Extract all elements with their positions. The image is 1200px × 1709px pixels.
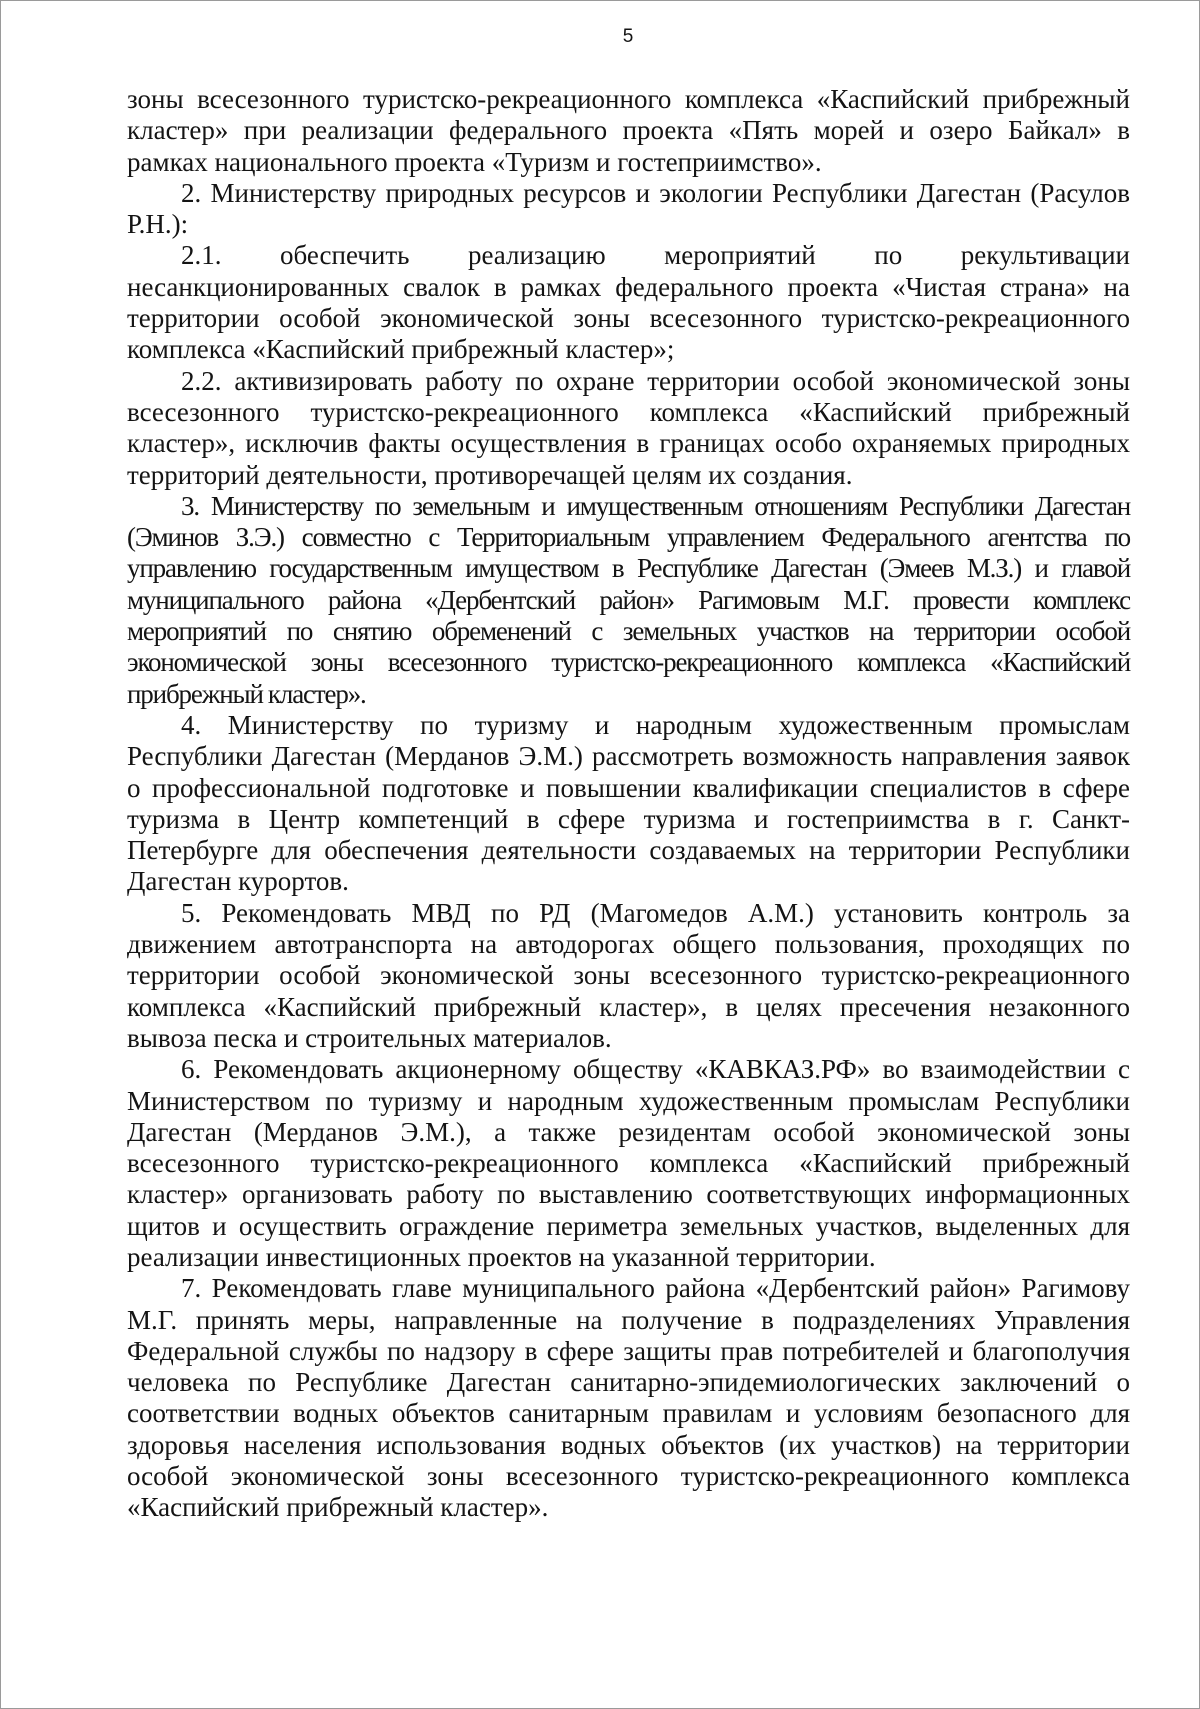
paragraph-item-5: 5. Рекомендовать МВД по РД (Магомедов А.М.) установить контроль за движением автотранспорта на автодорогах общего пользования, проходящих по территории особой экономической зоны всесезонного туристско-рекреационного комплекса «Каспийский прибрежный кластер», в целях пресечения незаконного вывоза песка и строительных материалов. bbox=[127, 897, 1130, 1053]
paragraph-item-7: 7. Рекомендовать главе муниципального района «Дербентский район» Рагимову М.Г. принять меры, направленные на получение в подразделениях Управления Федеральной службы по надзору в сфере защиты прав потребителей и благополучия человека по Республике Дагестан санитарно-эпидемиологических заключений о соответствии водных объектов санитарным правилам и условиям безопасного для здоровья населения использования водных объектов (их участков) на территории особой экономической зоны всесезонного туристско-рекреационного комплекса «Каспийский прибрежный кластер». bbox=[127, 1273, 1130, 1523]
paragraph-item-2-1: 2.1. обеспечить реализацию мероприятий по рекультивации несанкционированных свалок в рамках федерального проекта «Чистая страна» на территории особой экономической зоны всесезонного туристско-рекреационного комплекса «Каспийский прибрежный кластер»; bbox=[127, 240, 1130, 365]
paragraph-continuation: зоны всесезонного туристско-рекреационного комплекса «Каспийский прибрежный кластер» при реализации федерального проекта «Пять морей и озеро Байкал» в рамках национального проекта «Туризм и гостеприимство». bbox=[127, 84, 1130, 177]
paragraph-item-6: 6. Рекомендовать акционерному обществу «КАВКАЗ.РФ» во взаимодействии с Министерством по туризму и народным художественным промыслам Республики Дагестан (Мерданов Э.М.), а также резидентам особой экономической зоны всесезонного туристско-рекреационного комплекса «Каспийский прибрежный кластер» организовать работу по выставлению соответствующих информационных щитов и осуществить ограждение периметра земельных участков, выделенных для реализации инвестиционных проектов на указанной территории. bbox=[127, 1054, 1130, 1272]
page-number: 5 bbox=[622, 26, 634, 47]
paragraph-item-2-2: 2.2. активизировать работу по охране территории особой экономической зоны всесезонного туристско-рекреационного комплекса «Каспийский прибрежный кластер», исключив факты осуществления в границах особо охраняемых природных территорий деятельности, противоречащей целям их создания. bbox=[127, 365, 1130, 490]
document-body bbox=[127, 84, 1130, 1524]
paragraph-item-2: 2. Министерству природных ресурсов и экологии Республики Дагестан (Расулов Р.Н.): bbox=[127, 177, 1130, 240]
paragraph-item-4: 4. Министерству по туризму и народным художественным промыслам Республики Дагестан (Мерданов Э.М.) рассмотреть возможность направления заявок о профессиональной подготовке и повышении квалификации специалистов в сфере туризма в Центр компетенций в сфере туризма и гостеприимства в г. Санкт-Петербурге для обеспечения деятельности создаваемых на территории Республики Дагестан курортов. bbox=[127, 709, 1130, 897]
paragraph-item-3: 3. Министерству по земельным и имущественным отношениям Республики Дагестан (Эминов З.Э.) совместно с Территориальным управлением Федерального агентства по управлению государственным имуществом в Республике Дагестан (Эмеев М.З.) и главой муниципального района «Дербентский район» Рагимовым М.Г. провести комплекс мероприятий по снятию обременений с земельных участков на территории особой экономической зоны всесезонного туристско-рекреационного комплекса «Каспийский прибрежный кластер». bbox=[127, 490, 1130, 709]
